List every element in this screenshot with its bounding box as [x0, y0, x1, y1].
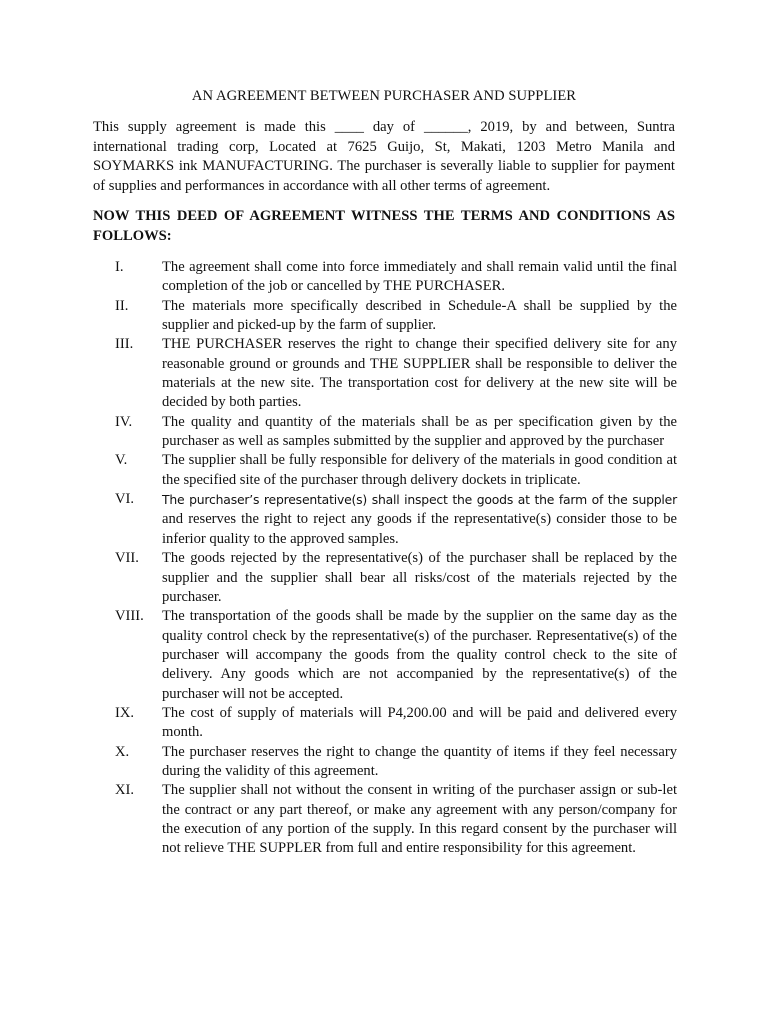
- clause-list: [93, 258, 677, 859]
- clause-number: X.: [115, 743, 130, 760]
- intro-paragraph: This supply agreement is made this ____ day of ______, 2019, by and between, Suntra international trading corp, Located at 7625 Guijo, St, Makati, 1203 Metro Manila and SOYMARKS ink MANUFACTURING. The purchaser is severally liable to supplier for payment of supplies and performances in accordance with all other terms of agreement.: [93, 119, 675, 194]
- clause-number: III.: [115, 336, 134, 353]
- clause-item: [93, 549, 677, 607]
- clause-text: The goods rejected by the representative(s) of the purchaser shall be replaced by the supplier and the supplier shall bear all risks/cost of the materials rejected by the purchaser.: [162, 550, 677, 605]
- clause-item: [93, 297, 677, 336]
- clause-text-first-line: The purchaser’s representative(s) shall inspect the goods at the farm of the suppler: [162, 492, 677, 508]
- clause-text: The agreement shall come into force immediately and shall remain valid until the final completion of the job or cancelled by THE PURCHASER.: [162, 259, 677, 295]
- terms-heading: NOW THIS DEED OF AGREEMENT WITNESS THE TERMS AND CONDITIONS AS FOLLOWS:: [93, 208, 675, 244]
- clause-number: I.: [115, 259, 124, 275]
- clause-number: VII.: [115, 550, 139, 567]
- clause-item: [93, 451, 677, 490]
- clause-text: The supplier shall be fully responsible for delivery of the materials in good condition at the specified site of the purchaser through delivery dockets in triplicate.: [162, 452, 677, 488]
- clause-item: [93, 743, 677, 782]
- clause-text-rest: and reserves the right to reject any goods if the representative(s) consider those to be inferior quality to the approved samples.: [162, 511, 677, 547]
- clause-number: II.: [115, 297, 129, 314]
- clause-item: [93, 607, 677, 704]
- clause-text: [162, 490, 677, 549]
- clause-number: XI.: [115, 782, 135, 799]
- clause-text: The quality and quantity of the materials shall be as per specification given by the purchaser as well as samples submitted by the supplier and approved by the purchaser: [162, 413, 677, 450]
- clause-number: VI.: [115, 491, 135, 508]
- clause-number: VIII.: [115, 608, 144, 625]
- clause-item: [93, 413, 677, 452]
- clause-text: The supplier shall not without the consent in writing of the purchaser assign or sub-let the contract or any part thereof, or make any agreement with any person/company for the execution of any portion of the supply. In this regard consent by the purchaser will not relieve THE SUPPLER from full and entire responsibility for this agreement.: [162, 782, 677, 857]
- clause-text: The cost of supply of materials will P4,200.00 and will be paid and delivered every month.: [162, 704, 677, 741]
- clause-item: [93, 258, 677, 297]
- clause-item: [93, 335, 677, 412]
- clause-text: THE PURCHASER reserves the right to change their specified delivery site for any reasonable ground or grounds and THE SUPPLIER shall be responsible to deliver the materials at the new site. The transportation cost for delivery at the new site will be decided by both parties.: [162, 336, 677, 411]
- clause-text: The transportation of the goods shall be made by the supplier on the same day as the quality control check by the representative(s) of the purchaser. Representative(s) of the purchaser will accompany the goods from the quality control check to the site of delivery. Any goods which are not accompanied by the representative(s) of the purchaser will not be accepted.: [162, 608, 677, 702]
- clause-number: IX.: [115, 704, 135, 721]
- clause-number: IV.: [115, 413, 133, 430]
- clause-text: The materials more specifically described in Schedule-A shall be supplied by the supplier and picked-up by the farm of supplier.: [162, 297, 677, 334]
- clause-text: The purchaser reserves the right to change the quantity of items if they feel necessary during the validity of this agreement.: [162, 743, 677, 779]
- clause-item: [93, 490, 677, 549]
- document-title: AN AGREEMENT BETWEEN PURCHASER AND SUPPLIER: [191, 88, 577, 104]
- clause-item: [93, 781, 677, 858]
- clause-item: [93, 704, 677, 743]
- clause-number: V.: [115, 452, 128, 469]
